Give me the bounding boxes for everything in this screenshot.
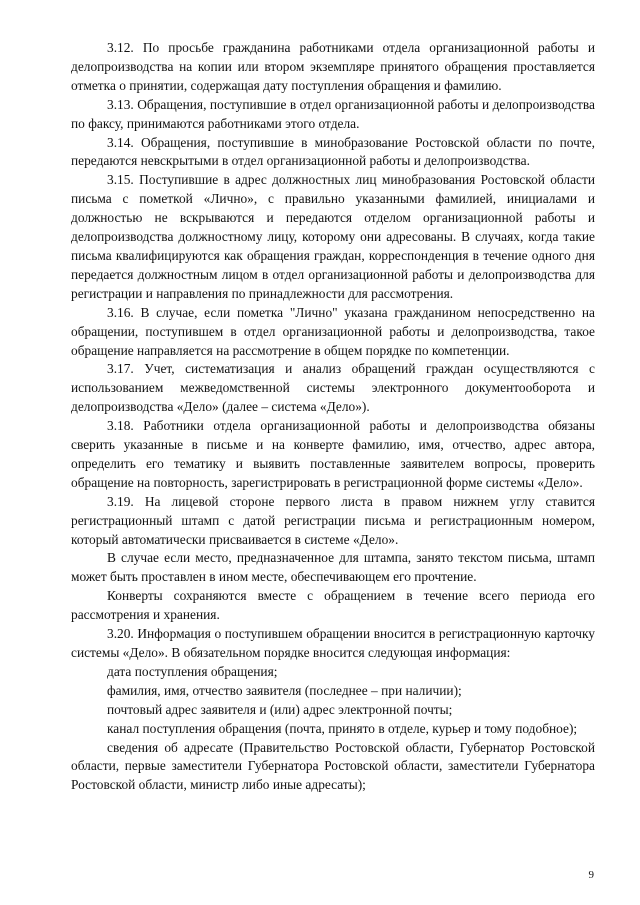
paragraph-envelopes: Конверты сохраняются вместе с обращением в течение всего периода его рассмотрения и хранения. [71,588,595,623]
paragraph-3-13: 3.13. Обращения, поступившие в отдел организационной работы и делопроизводства по факсу, принимаются работниками этого отдела. [71,96,595,131]
list-item: дата поступления обращения; [107,663,278,679]
paragraph-3-19: 3.19. На лицевой стороне первого листа в правом нижнем углу ставится регистрационный штамп с датой регистрации письма и регистрационным номером, который автоматически присваивается в системе «Дело». [71,493,595,547]
paragraph-3-17: 3.17. Учет, систематизация и анализ обращений граждан осуществляются с использованием межведомственной системы электронного документооборота и делопроизводства «Дело» (далее – система «Дело»). [71,361,595,415]
page-number: 9 [588,869,594,881]
list-item: фамилия, имя, отчество заявителя (последнее – при наличии); [107,682,462,698]
paragraph-3-16: 3.16. В случае, если пометка "Лично" указана гражданином непосредственно на обращении, поступившем в отдел организационной работы и делопроизводства, такое обращение направляется на рассмотрение в общем порядке по компетенции. [71,304,595,358]
paragraph-3-20: 3.20. Информация о поступившем обращении вносится в регистрационную карточку системы «Дело». В обязательном порядке вносится следующая информация: [71,626,595,660]
paragraph-stamp-place: В случае если место, предназначенное для штампа, занято текстом письма, штамп может быть проставлен в ином месте, обеспечивающем его прочтение. [71,550,595,585]
list-item: почтовый адрес заявителя и (или) адрес электронной почты; [107,701,453,717]
paragraph-3-18: 3.18. Работники отдела организационной работы и делопроизводства обязаны сверить указанные в письме и на конверте фамилию, имя, отчество, адрес автора, определить его тематику и выявить поставленные заявителем вопросы, проверить обращение на повторность, зарегистрировать в регистрационной форме системы «Дело». [71,418,595,490]
list-item: сведения об адресате (Правительство Ростовской области, Губернатор Ростовской области, первые заместители Губернатора Ростовской области, заместители Губернатора Ростовской области, министр либо иные адресаты); [71,739,595,793]
paragraph-3-14: 3.14. Обращения, поступившие в минобразование Ростовской области по почте, передаются невскрытыми в отдел организационной работы и делопроизводства. [71,134,595,169]
paragraph-3-15: 3.15. Поступившие в адрес должностных лиц минобразования Ростовской области письма с пометкой «Лично», с правильно указанными фамилией, инициалами и должностью не вскрываются и передаются отделом организационной работы и делопроизводства должностному лицу, которому они адресованы. В случаях, когда такие письма квалифицируются как обращения граждан, корреспонденция в течение одного дня передается должностным лицом в отдел организационной работы и делопроизводства для регистрации и направления по принадлежности для рассмотрения. [71,172,595,301]
document-body [71,39,595,795]
list-item: канал поступления обращения (почта, принято в отделе, курьер и тому подобное); [107,720,578,736]
paragraph-3-12: 3.12. По просьбе гражданина работниками отдела организационной работы и делопроизводства на копии или втором экземпляре принятого обращения проставляется отметка о принятии, содержащая дату поступления обращения и фамилию. [71,40,595,93]
